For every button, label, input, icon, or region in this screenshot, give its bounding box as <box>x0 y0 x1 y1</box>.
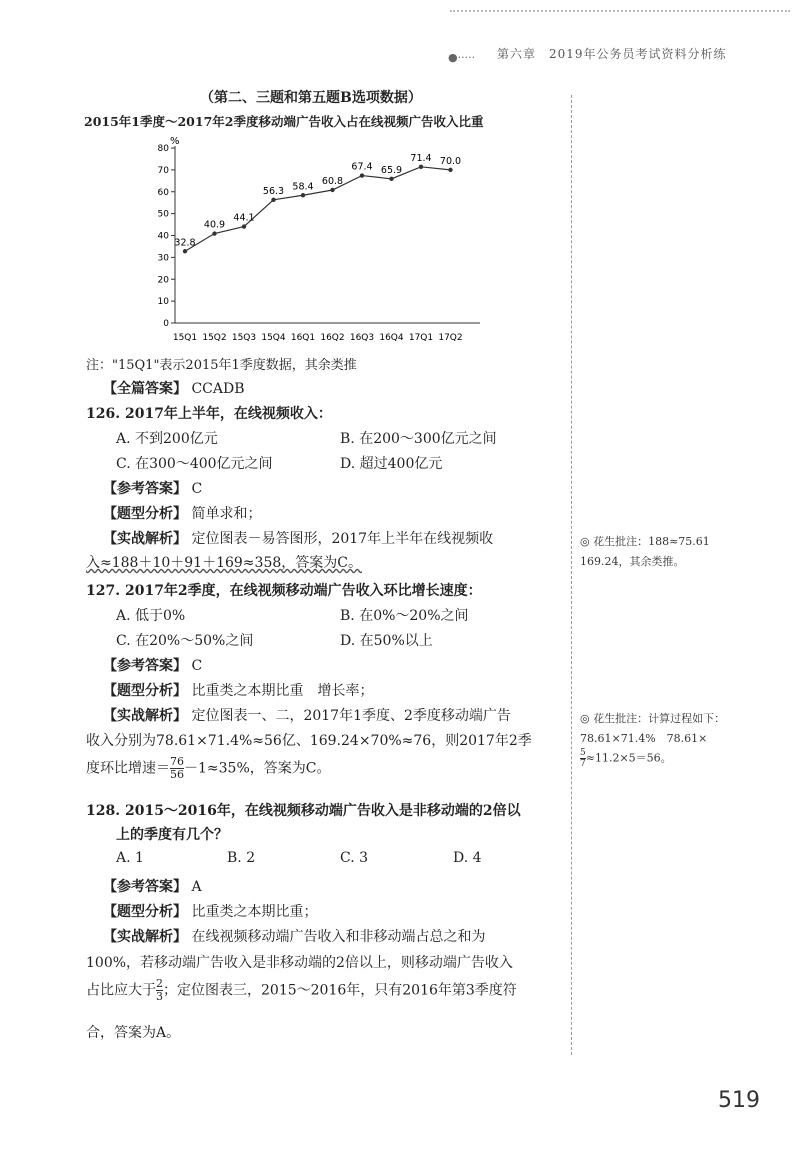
data-point <box>212 231 216 235</box>
q128-type-row <box>103 901 317 921</box>
x-tick-label: 17Q1 <box>408 333 434 343</box>
y-tick-label: 20 <box>157 275 169 286</box>
q126-analysis-line2: 入≈188＋10＋91＋169≈358，答案为C。 <box>86 555 362 571</box>
x-tick-label: 15Q2 <box>202 333 227 343</box>
q128-fraction <box>156 978 163 1003</box>
data-label: 60.8 <box>321 176 344 187</box>
q127-side-note-2: 78.61×71.4% 78.61× <box>580 732 708 745</box>
line-chart <box>140 128 490 348</box>
q126-ref-row <box>103 478 202 498</box>
q128-ref-value: A <box>191 879 202 895</box>
data-label: 32.8 <box>174 237 196 249</box>
q126-side-note-2: 169.24，其余类推。 <box>580 555 685 568</box>
q128-option-d: D. 4 <box>453 850 482 866</box>
q127-option-b: B. 在0%～20%之间 <box>340 608 469 624</box>
x-tick-label: 16Q4 <box>379 333 404 343</box>
q126-option-a: A. 不到200亿元 <box>116 431 218 447</box>
q128-analysis-line3a: 占比应大于 <box>86 982 156 999</box>
q128-frac-den: 3 <box>156 990 163 1003</box>
q128-type-label: 【题型分析】 <box>103 904 187 920</box>
q126-type-row <box>103 503 261 523</box>
q127-analysis-line3b: －1≈35%，答案为C。 <box>184 760 331 777</box>
y-tick-label: 40 <box>157 231 169 242</box>
q128-analysis-line1: 在线视频移动端广告收入和非移动端占总之和为 <box>191 929 486 945</box>
q127-side-note-1: ◎ 花生批注：计算过程如下： <box>580 712 726 725</box>
q127-frac-den: 56 <box>170 768 184 781</box>
x-tick-label: 15Q4 <box>261 333 286 343</box>
data-label: 71.4 <box>410 152 432 164</box>
running-header: 第六章 2019年公务员考试资料分析练 <box>497 47 727 61</box>
series-line <box>185 164 451 251</box>
data-label: 56.3 <box>262 185 285 197</box>
q126-ref-value: C <box>191 481 203 497</box>
y-tick-label: 80 <box>157 144 169 154</box>
q127-analysis-line3 <box>86 756 330 781</box>
data-label: 65.9 <box>380 164 403 176</box>
q128-option-a: A. 1 <box>116 850 144 866</box>
q126-option-d: D. 超过400亿元 <box>340 456 443 472</box>
q127-type-row <box>103 680 373 700</box>
q127-side-frac-den: 7 <box>580 759 586 769</box>
data-point <box>242 224 246 228</box>
data-point <box>183 249 187 253</box>
q126-analysis-row <box>103 528 493 548</box>
q128-analysis-line3 <box>86 978 517 1003</box>
y-tick-label: 0 <box>163 319 169 329</box>
data-point <box>301 193 305 197</box>
y-tick-label: 30 <box>157 253 169 264</box>
data-label: 40.9 <box>203 219 226 231</box>
q126-analysis-line1: 定位图表－易答图形，2017年上半年在线视频收 <box>191 531 494 547</box>
q127-ref-row <box>103 655 202 675</box>
q128-stem-line2: 上的季度有几个？ <box>116 827 228 843</box>
section-note: （第二、三题和第五题B选项数据） <box>200 90 422 106</box>
q127-stem: 127. 2017年2季度，在线视频移动端广告收入环比增长速度： <box>86 583 482 599</box>
q126-analysis-label: 【实战解析】 <box>103 531 187 547</box>
q127-analysis-line1: 定位图表一、二，2017年1季度、2季度移动端广告 <box>191 708 511 724</box>
q128-analysis-line4: 合，答案为A。 <box>86 1025 181 1041</box>
data-point <box>448 168 452 172</box>
data-point <box>330 188 334 192</box>
header-rule <box>450 10 790 12</box>
q127-fraction <box>170 756 184 781</box>
all-answers-label: 【全篇答案】 <box>103 381 187 397</box>
q128-analysis-line3b: ；定位图表三，2015～2016年，只有2016年第3季度符 <box>163 982 517 999</box>
q128-option-c: C. 3 <box>340 850 369 866</box>
q127-analysis-line2: 收入分别为78.61×71.4%≈56亿、169.24×70%≈76，则2017年2季 <box>86 733 532 749</box>
q126-ref-label: 【参考答案】 <box>103 481 187 497</box>
q128-analysis-line2: 100%，若移动端广告收入是非移动端的2倍以上，则移动端广告收入 <box>86 955 513 971</box>
chart-note: 注："15Q1"表示2015年1季度数据，其余类推 <box>86 358 357 373</box>
margin-divider <box>571 95 572 1055</box>
q127-side-note-3 <box>580 748 672 769</box>
x-tick-label: 15Q1 <box>172 333 198 343</box>
y-axis-unit: % <box>170 136 180 147</box>
data-label: 44.1 <box>233 212 255 224</box>
q127-option-d: D. 在50%以上 <box>340 633 433 649</box>
data-point <box>271 198 275 202</box>
q127-ref-value: C <box>191 658 203 674</box>
q128-ref-label: 【参考答案】 <box>103 879 187 895</box>
all-answers-row <box>103 378 245 398</box>
q126-type-label: 【题型分析】 <box>103 506 187 522</box>
q127-type-value: 比重类之本期比重 增长率； <box>191 683 374 699</box>
q126-side-note-1: ◎ 花生批注：188≈75.61 <box>580 535 710 548</box>
q128-analysis-label: 【实战解析】 <box>103 929 187 945</box>
data-point <box>360 173 364 177</box>
y-tick-label: 10 <box>157 297 169 308</box>
q126-option-b: B. 在200～300亿元之间 <box>340 431 497 447</box>
q126-type-value: 简单求和； <box>191 506 262 522</box>
x-tick-label: 16Q3 <box>349 333 375 343</box>
q128-option-b: B. 2 <box>227 850 256 866</box>
q127-analysis-line3a: 度环比增速＝ <box>86 760 170 777</box>
page-number: 519 <box>718 1088 760 1113</box>
chart-title: 2015年1季度～2017年2季度移动端广告收入占在线视频广告收入比重 <box>84 114 484 129</box>
x-tick-label: 16Q2 <box>320 333 345 343</box>
q126-stem: 126. 2017年上半年，在线视频收入： <box>86 406 332 422</box>
q128-frac-num: 2 <box>156 977 163 990</box>
y-tick-label: 70 <box>157 165 169 176</box>
all-answers-value: CCADB <box>191 381 245 397</box>
q127-option-a: A. 低于0% <box>116 608 186 624</box>
q127-ref-label: 【参考答案】 <box>103 658 187 674</box>
q127-type-label: 【题型分析】 <box>103 683 187 699</box>
data-point <box>419 165 423 169</box>
data-label: 70.0 <box>439 155 462 167</box>
q126-option-c: C. 在300～400亿元之间 <box>116 456 273 472</box>
q127-frac-num: 76 <box>170 755 184 768</box>
data-point <box>389 177 393 181</box>
q127-side-note-3b: ≈11.2×5＝56。 <box>585 751 672 765</box>
header-dots: ●····· <box>448 51 476 64</box>
q128-analysis-row <box>103 926 485 946</box>
x-tick-label: 16Q1 <box>290 333 316 343</box>
x-tick-label: 15Q3 <box>231 333 257 343</box>
q128-type-value: 比重类之本期比重； <box>191 904 318 920</box>
data-label: 67.4 <box>351 161 373 173</box>
data-label: 58.4 <box>292 181 314 193</box>
y-tick-label: 50 <box>157 209 169 220</box>
y-tick-label: 60 <box>157 187 169 198</box>
q127-analysis-row <box>103 705 511 725</box>
q128-ref-row <box>103 876 202 896</box>
q128-stem-line1: 128. 2015～2016年，在线视频移动端广告收入是非移动端的2倍以 <box>86 803 521 819</box>
q127-option-c: C. 在20%～50%之间 <box>116 633 254 649</box>
q127-analysis-label: 【实战解析】 <box>103 708 187 724</box>
q127-side-frac-num: 5 <box>580 748 586 758</box>
x-tick-label: 17Q2 <box>438 333 463 343</box>
